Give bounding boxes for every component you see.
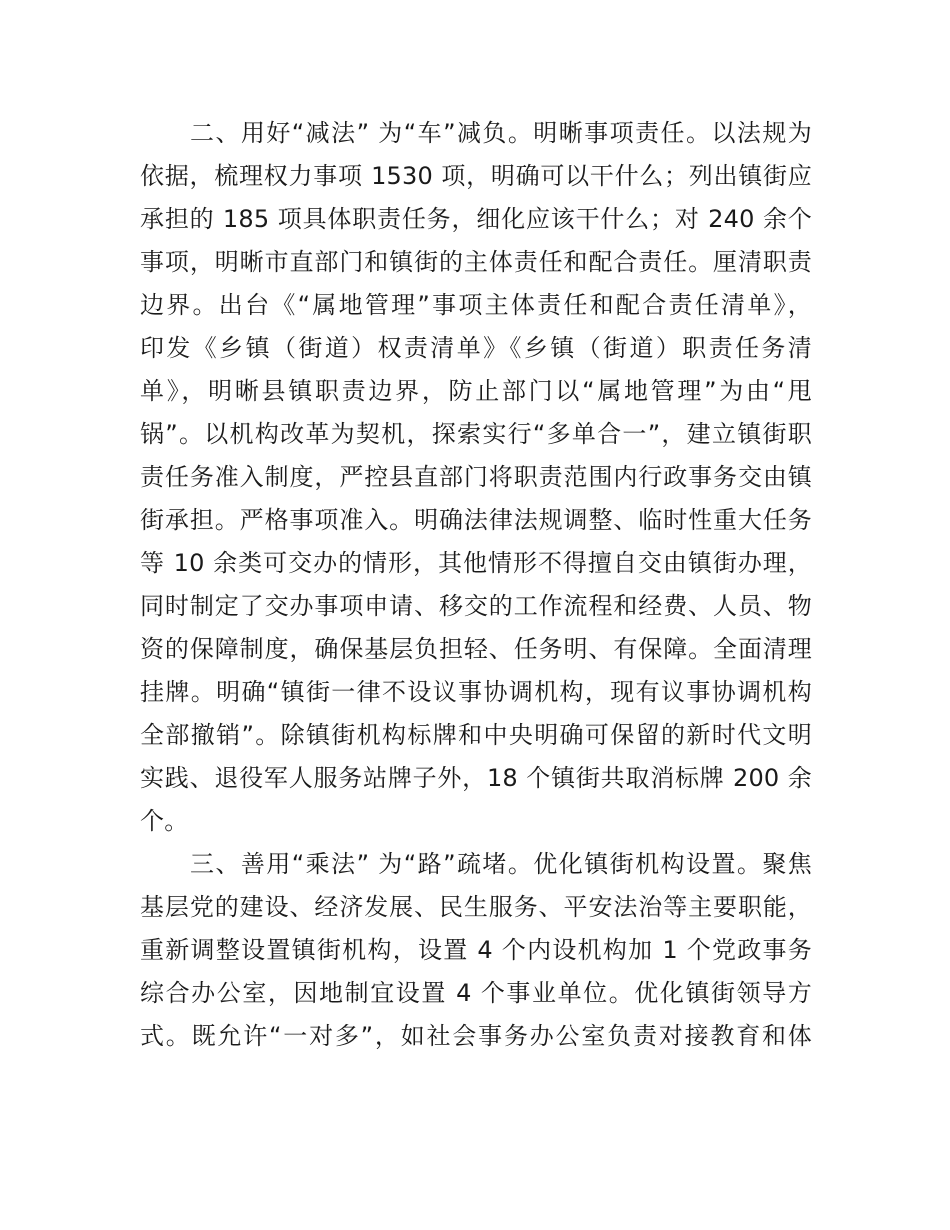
text-line: 重新调整设置镇街机构，设置 4 个内设机构加 1 个党政事务	[140, 936, 812, 964]
document-body	[140, 112, 812, 1058]
text-line: 责任务准入制度，严控县直部门将职责范围内行政事务交由镇	[140, 463, 812, 491]
text-line: 街承担。严格事项准入。明确法律法规调整、临时性重大任务	[140, 506, 812, 534]
text-line: 同时制定了交办事项申请、移交的工作流程和经费、人员、物	[140, 592, 812, 620]
text-line: 个。	[140, 807, 189, 835]
text-line: 事项，明晰市直部门和镇街的主体责任和配合责任。厘清职责	[140, 248, 812, 276]
text-line: 三、善用“乘法” 为“路”疏堵。优化镇街机构设置。聚焦	[190, 850, 812, 878]
text-line: 单》，明晰县镇职责边界，防止部门以“属地管理”为由“甩	[140, 377, 812, 405]
text-line: 全部撤销”。除镇街机构标牌和中央明确可保留的新时代文明	[140, 721, 812, 749]
text-line: 挂牌。明确“镇街一律不设议事协调机构，现有议事协调机构	[140, 678, 812, 706]
text-line: 印发《乡镇（街道）权责清单》《乡镇（街道）职责任务清	[140, 334, 812, 362]
text-line: 资的保障制度，确保基层负担轻、任务明、有保障。全面清理	[140, 635, 812, 663]
text-line: 承担的 185 项具体职责任务，细化应该干什么；对 240 余个	[140, 205, 812, 233]
text-line: 实践、退役军人服务站牌子外，18 个镇街共取消标牌 200 余	[140, 764, 812, 792]
text-line: 基层党的建设、经济发展、民生服务、平安法治等主要职能，	[140, 893, 812, 921]
text-line: 锅”。以机构改革为契机，探索实行“多单合一”，建立镇街职	[140, 420, 812, 448]
text-line: 综合办公室，因地制宜设置 4 个事业单位。优化镇街领导方	[140, 979, 812, 1007]
text-line: 等 10 余类可交办的情形，其他情形不得擅自交由镇街办理，	[140, 549, 812, 577]
text-line: 式。既允许“一对多”，如社会事务办公室负责对接教育和体	[140, 1022, 812, 1050]
text-line: 边界。出台《“属地管理”事项主体责任和配合责任清单》，	[140, 291, 812, 319]
text-line: 依据，梳理权力事项 1530 项，明确可以干什么；列出镇街应	[140, 162, 812, 190]
text-line: 二、用好“减法” 为“车”减负。明晰事项责任。以法规为	[190, 119, 812, 147]
paragraph-2	[140, 112, 812, 843]
paragraph-3	[140, 843, 812, 1058]
